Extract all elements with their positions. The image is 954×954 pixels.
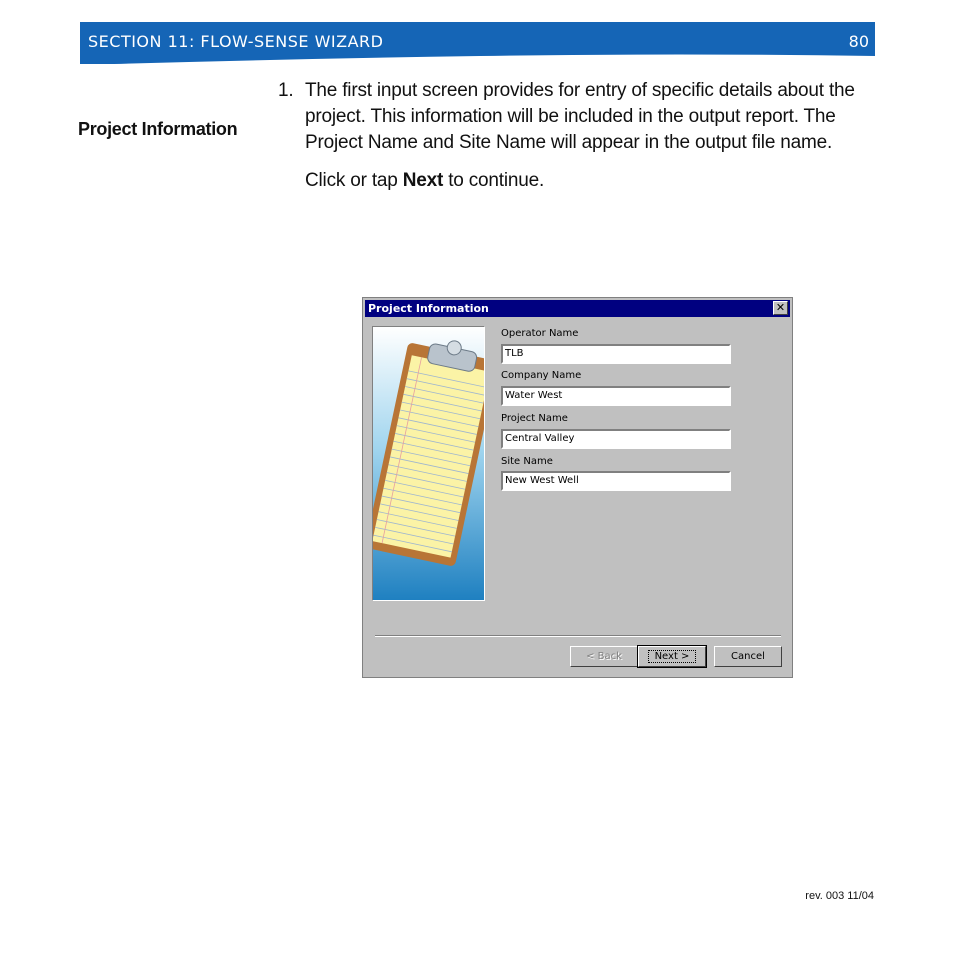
dialog-titlebar [365, 300, 790, 317]
project-name-label: Project Name [501, 413, 568, 424]
dialog-title: Project Information [368, 302, 489, 315]
site-name-input[interactable]: New West Well [501, 471, 731, 491]
close-icon: ✕ [775, 301, 786, 314]
section-title: SECTION 11: FLOW-SENSE WIZARD [88, 32, 384, 51]
clipboard-icon [373, 327, 485, 601]
close-button[interactable] [773, 301, 788, 315]
continue-next-word: Next [402, 170, 444, 191]
revision-footer: rev. 003 11/04 [805, 890, 874, 902]
side-heading: Project Information [78, 119, 238, 139]
operator-name-label: Operator Name [501, 328, 579, 339]
next-button[interactable] [638, 646, 706, 667]
next-button-label: Next > [648, 650, 697, 663]
project-name-input[interactable]: Central Valley [501, 429, 731, 449]
project-information-dialog [362, 297, 793, 678]
section-header [80, 22, 875, 64]
continue-suffix: to continue. [448, 170, 545, 191]
page-number: 80 [848, 32, 869, 51]
clipboard-illustration [372, 326, 485, 601]
back-button[interactable]: < Back [570, 646, 638, 667]
site-name-label: Site Name [501, 456, 553, 467]
continue-prefix: Click or tap [305, 170, 398, 191]
cancel-button[interactable]: Cancel [714, 646, 782, 667]
step-number: 1. [278, 80, 294, 101]
continue-instruction [305, 170, 544, 192]
company-name-input[interactable]: Water West [501, 386, 731, 406]
operator-name-input[interactable]: TLB [501, 344, 731, 364]
company-name-label: Company Name [501, 370, 582, 381]
dialog-separator [375, 635, 781, 637]
step-text: The first input screen provides for entry of specific details about the project. This information will be included in the output report. The Project Name and Site Name will appear in the output file name. [305, 80, 855, 153]
